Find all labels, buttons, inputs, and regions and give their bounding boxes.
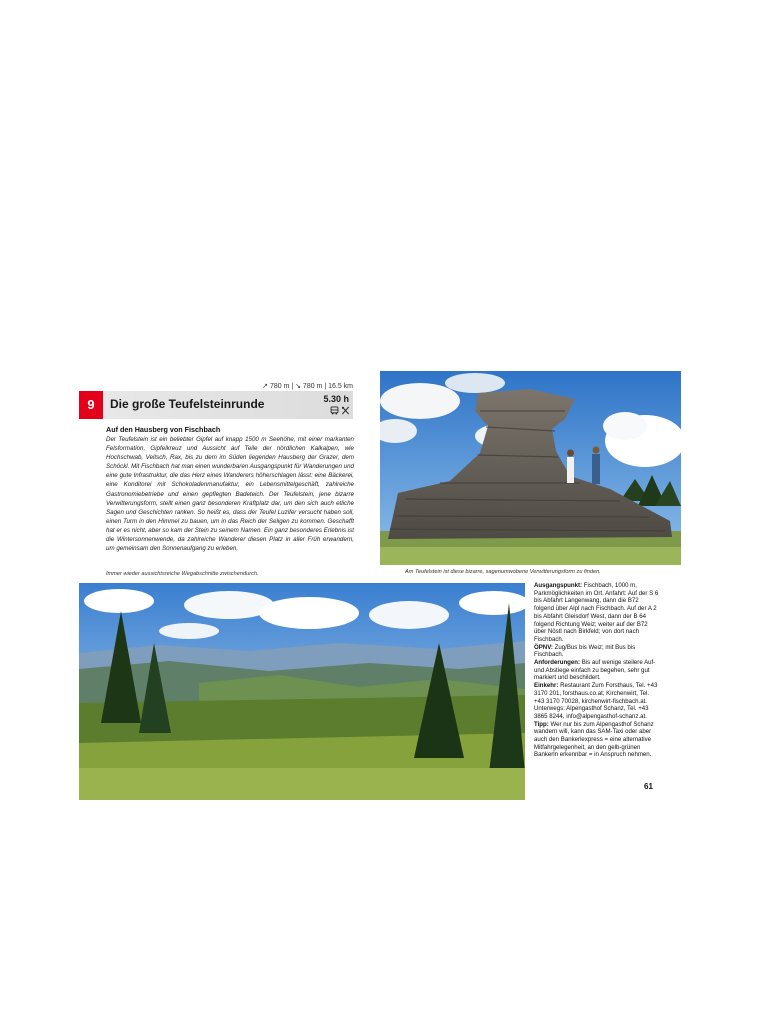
info-transport: ÖPNV: Zug/Bus bis Weiz; mit Bus bis Fischbach. xyxy=(534,643,636,659)
landscape-photo xyxy=(79,583,525,800)
tour-title-bar xyxy=(79,391,353,419)
teufelstein-rock-photo xyxy=(380,371,681,565)
tour-duration: 5.30 h xyxy=(323,394,349,404)
info-tip: Tipp: Wer nur bis zum Alpengasthof Schanz wandern will, kann das SAM-Taxi oder aber auch den Bankerlexpress = eine alternative Mitfahrgelegenheit, an den gelb-grünen Bankerln erkennbar = in Anspruch nehmen. xyxy=(534,720,654,759)
tour-icons xyxy=(330,406,350,415)
info-food: Einkehr: Restaurant Zum Forsthaus, Tel. +43 3170 201, forsthaus.co.at; Kirchenwirt, Tel. +43 3170 70028, kirchenwirt-fischbach.at. Unterwegs: Alpengasthof Schanz, Tel. +43 3865 8244, info@alpengasthof-schanz.at. xyxy=(534,682,658,720)
info-start: Ausgangspunkt: Fischbach, 1000 m, Parkmöglichkeiten im Ort. Anfahrt: Auf der S 6 bis Abfahrt Langenwang, dann die B72 folgend über Alpl nach Fischbach. Auf der A 2 bis Abfahrt Gleisdorf West, dann der B 64 folgend Richtung Weiz; weiter auf der B72 über Nöstl nach Birkfeld; von dort nach Fischbach. xyxy=(534,582,659,643)
tour-stats: ↗ 780 m | ↘ 780 m | 16.5 km xyxy=(262,383,353,390)
tour-title: Die große Teufelsteinrunde xyxy=(110,397,265,411)
intro-heading: Auf den Hausberg von Fischbach xyxy=(106,425,221,434)
intro-text: Der Teufelstein ist ein beliebter Gipfel auf knapp 1500 m Seehöhe, mit einer markanten Felsformation, Gipfelkreuz und Aussicht auf Teile der nördlichen Kalkalpen, wie Hochschwab, Veitsch, Rax, bis zu dem im Süden liegenden Hausberg der Grazer, dem Schöckl. Mit Fischbach hat man einen wunderbaren Ausgangspunkt für Wanderungen und eine gute Infrastruktur, die das Herz eines Wanderers höherschlagen lässt: eine Bäckerei, eine Konditorei mit Schokoladenmanufaktur, ein Lebensmittelgeschäft, zahlreiche Gastronomiebetriebe und einen gepflegten Badeteich. Der Teufelstein, jene bizarre Verwitterungsform, stellt einen ganz besonderen Kraftplatz dar, um den sich auch etliche Sagen und Geschichten ranken. So heißt es, dass der Teufel Luzifer versucht haben soll, einen Turm in den Himmel zu bauen, um in das Reich der Seligen zu kommen. Geschafft hat er es nicht, aber so kam der Stein zu seinem Namen. Ein ganz besonderes Erlebnis ist die Wintersonnenwende, da zahlreiche Wanderer diesen Platz in aller Früh erwandern, um gemeinsam den Sonnenaufgang zu erleben. xyxy=(106,436,354,553)
tour-number-badge: 9 xyxy=(79,391,103,419)
tour-info-column xyxy=(534,582,660,759)
restaurant-icon xyxy=(341,406,350,415)
intro-section xyxy=(106,425,354,553)
rock-photo-caption: Am Teufelstein ist diese bizarre, sagenumwobene Verwitterungsform zu finden. xyxy=(405,569,601,575)
page-number: 61 xyxy=(644,782,653,791)
bus-icon xyxy=(330,406,339,415)
landscape-photo-caption: Immer wieder aussichtsreiche Wegabschnitte zwischendurch. xyxy=(106,571,259,577)
info-requirements: Anforderungen: Bis auf wenige steilere Auf- und Abstiege einfach zu begehen, sehr gut markiert und beschildert. xyxy=(534,659,656,682)
